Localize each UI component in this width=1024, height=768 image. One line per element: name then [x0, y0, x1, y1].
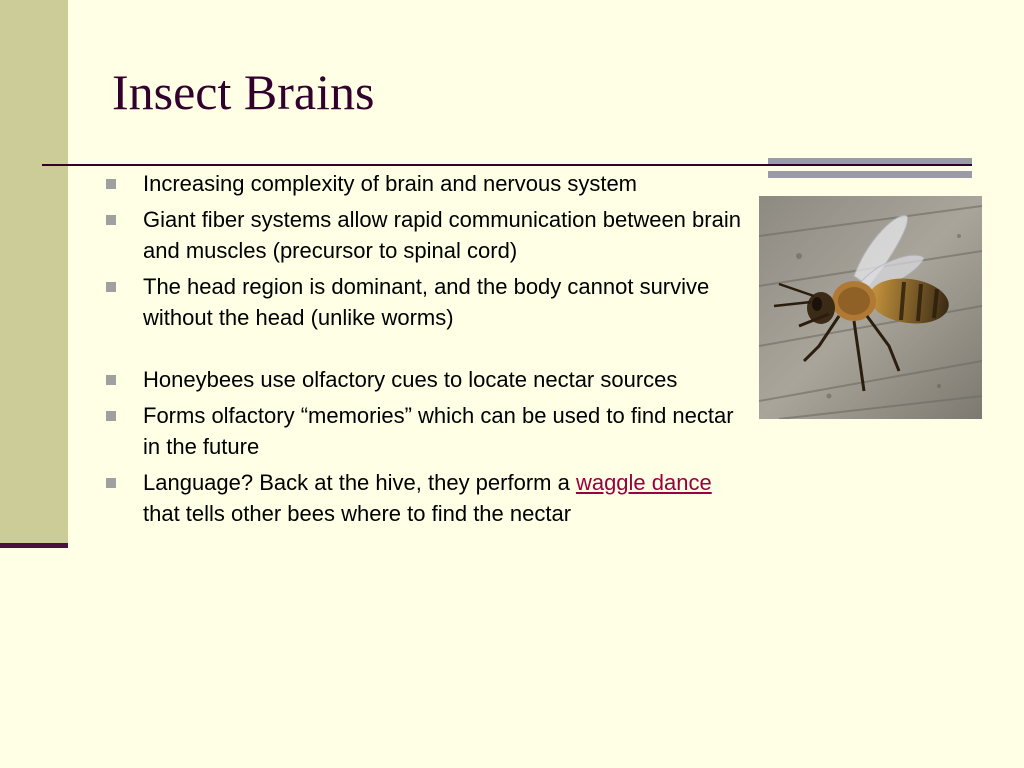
bullet-item: Increasing complexity of brain and nervous system	[104, 168, 754, 199]
square-bullet-icon	[106, 215, 116, 225]
bullet-item: Forms olfactory “memories” which can be used to find nectar in the future	[104, 400, 754, 462]
square-bullet-icon	[106, 375, 116, 385]
slide-title: Insect Brains	[112, 64, 375, 120]
bullet-item: The head region is dominant, and the body cannot survive without the head (unlike worms)	[104, 271, 754, 333]
square-bullet-icon	[106, 411, 116, 421]
bullet-list	[104, 168, 754, 534]
bullet-item: Honeybees use olfactory cues to locate nectar sources	[104, 364, 754, 395]
bullet-item: Giant fiber systems allow rapid communication between brain and muscles (precursor to spinal cord)	[104, 204, 754, 266]
accent-bar-bottom	[768, 171, 972, 178]
sidebar-base-line	[0, 543, 68, 548]
bullet-item: Language? Back at the hive, they perform a waggle dance that tells other bees where to find the nectar	[104, 467, 754, 529]
square-bullet-icon	[106, 179, 116, 189]
title-divider	[42, 164, 972, 166]
waggle-dance-link[interactable]: waggle dance	[575, 470, 712, 495]
square-bullet-icon	[106, 478, 116, 488]
square-bullet-icon	[106, 282, 116, 292]
honeybee-photo	[759, 196, 982, 419]
accent-bar-top	[768, 158, 972, 164]
left-sidebar	[0, 0, 68, 548]
